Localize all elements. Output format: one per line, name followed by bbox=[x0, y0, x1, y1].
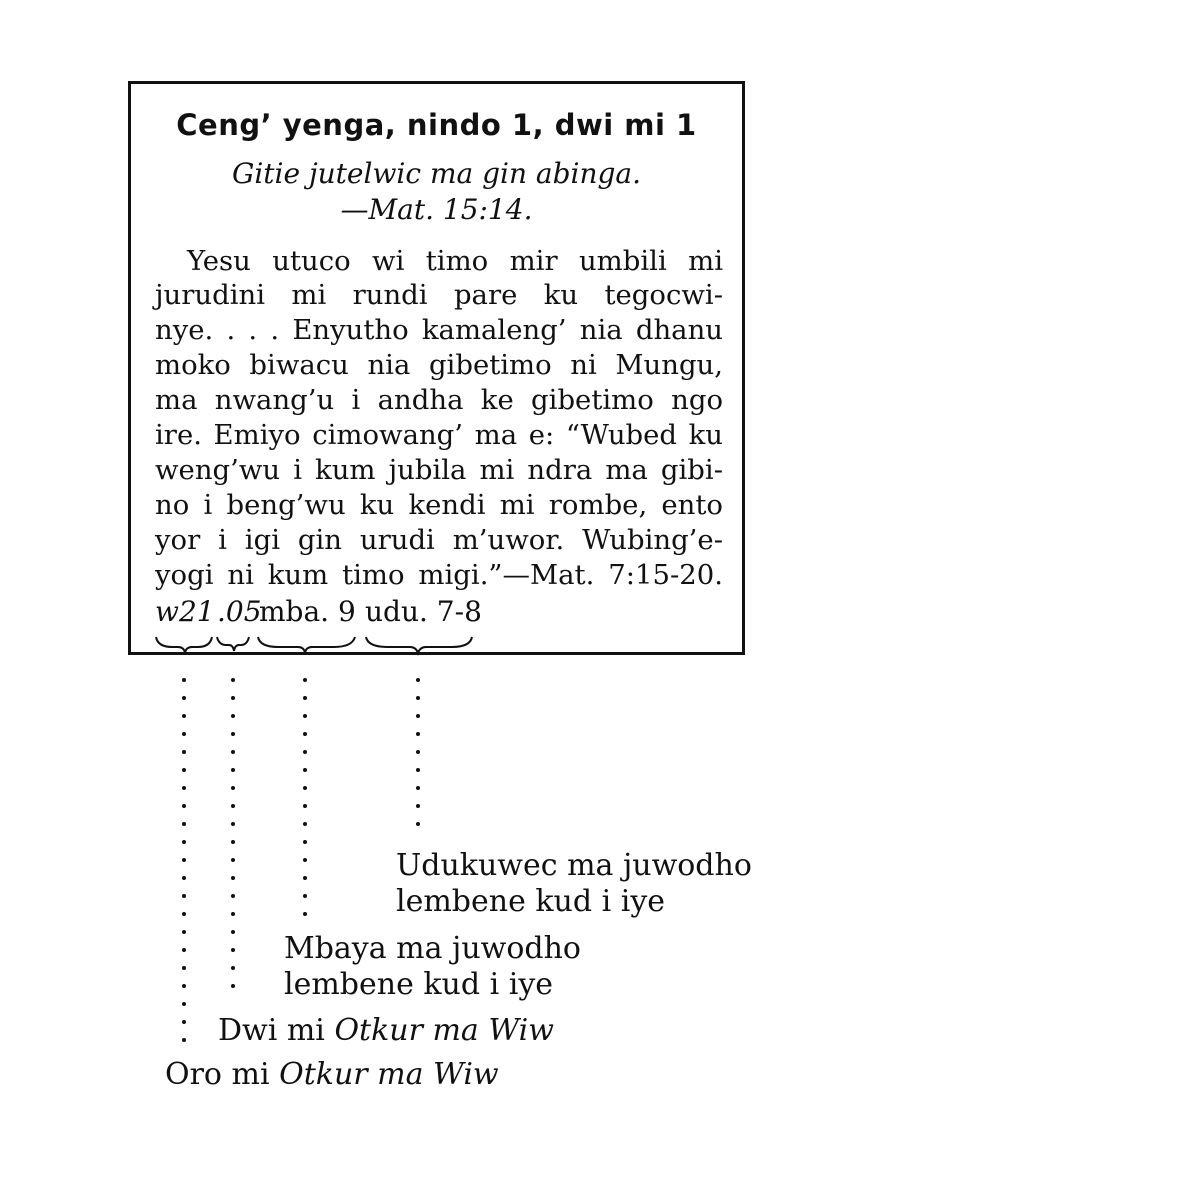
body-text-line: nye. . . . Enyutho kamaleng’ nia dhanu bbox=[155, 314, 723, 346]
body-text-line: yor i igi gin urudi m’uwor. Wubing’e- bbox=[155, 524, 723, 556]
issue-callout-label: Dwi mi Otkur ma Wiw bbox=[218, 1013, 554, 1048]
body-text-line: Yesu utuco wi timo mir umbili mi bbox=[187, 245, 723, 277]
body-text-line: weng’wu i kum jubila mi ndra ma gibi- bbox=[155, 454, 723, 486]
body-text-line: moko biwacu nia gibetimo ni Mungu, bbox=[155, 349, 723, 381]
issue-brace bbox=[217, 637, 249, 651]
theme-verse-text: Gitie jutelwic ma gin abinga. bbox=[231, 157, 642, 190]
date-heading: Ceng’ yenga, nindo 1, dwi mi 1 bbox=[176, 108, 697, 142]
year-callout-label: Oro mi Otkur ma Wiw bbox=[165, 1057, 499, 1092]
reference-publication: w21 bbox=[155, 595, 215, 628]
theme-verse-citation: —Mat. 15:14. bbox=[340, 193, 533, 226]
reference-issue: .05 bbox=[217, 595, 262, 628]
section-brace bbox=[366, 637, 472, 653]
body-text-line: ire. Emiyo cimowang’ ma e: “Wubed ku bbox=[155, 419, 723, 451]
section-callout-label: Udukuwec ma juwodho lembene kud i iye bbox=[396, 848, 752, 919]
body-text-line: yogi ni kum timo migi.”—Mat. 7:15-20. bbox=[155, 559, 723, 591]
paragraph-callout-label: Mbaya ma juwodho lembene kud i iye bbox=[284, 931, 581, 1002]
body-text-line: ma nwang’u i andha ke gibetimo ngo bbox=[155, 384, 723, 416]
body-text-line: no i beng’wu ku kendi mi rombe, ento bbox=[155, 489, 723, 521]
paragraph-brace bbox=[258, 637, 355, 653]
reference-paragraph: mba. 9 bbox=[259, 595, 356, 628]
publication-brace bbox=[156, 637, 212, 653]
body-text-line: jurudini mi rundi pare ku tegocwi- bbox=[155, 279, 723, 311]
reference-section: udu. 7-8 bbox=[365, 595, 482, 628]
